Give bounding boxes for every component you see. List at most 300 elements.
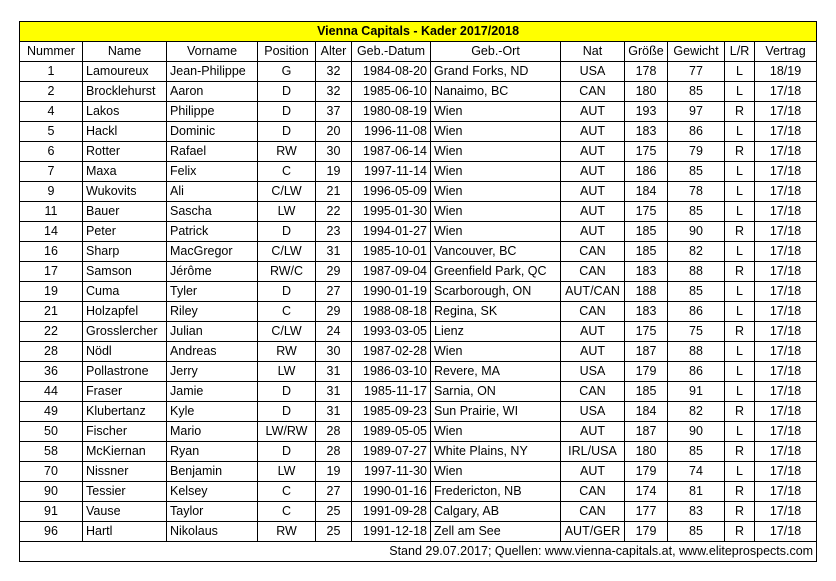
table-cell: L (725, 242, 755, 262)
table-cell: 22 (20, 322, 83, 342)
table-cell: C/LW (258, 182, 316, 202)
table-cell: 85 (668, 202, 725, 222)
table-cell: 183 (625, 302, 668, 322)
table-cell: 188 (625, 282, 668, 302)
table-cell: 19 (20, 282, 83, 302)
table-cell: 1996-05-09 (352, 182, 431, 202)
table-cell: Tessier (83, 482, 167, 502)
table-cell: R (725, 402, 755, 422)
table-cell: Samson (83, 262, 167, 282)
table-cell: 1985-10-01 (352, 242, 431, 262)
table-cell: Scarborough, ON (431, 282, 561, 302)
table-cell: 18/19 (755, 62, 817, 82)
table-row (20, 322, 817, 342)
table-cell: 29 (316, 302, 352, 322)
table-cell: AUT (561, 102, 625, 122)
table-cell: 1985-06-10 (352, 82, 431, 102)
table-cell: 17/18 (755, 182, 817, 202)
column-header-row (20, 42, 817, 62)
source-footnote: Stand 29.07.2017; Quellen: www.vienna-capitals.at, www.eliteprospects.com (20, 542, 817, 562)
table-cell: Philippe (167, 102, 258, 122)
table-cell: 174 (625, 482, 668, 502)
table-cell: 17/18 (755, 482, 817, 502)
column-header: Größe (625, 42, 668, 62)
table-cell: 1997-11-14 (352, 162, 431, 182)
table-cell: 1996-11-08 (352, 122, 431, 142)
table-cell: 86 (668, 362, 725, 382)
table-cell: 90 (668, 222, 725, 242)
roster-sheet (19, 21, 816, 562)
table-title: Vienna Capitals - Kader 2017/2018 (20, 22, 817, 42)
table-cell: Sharp (83, 242, 167, 262)
table-cell: R (725, 502, 755, 522)
table-cell: 178 (625, 62, 668, 82)
table-cell: RW/C (258, 262, 316, 282)
table-cell: White Plains, NY (431, 442, 561, 462)
table-cell: Tyler (167, 282, 258, 302)
table-cell: 88 (668, 262, 725, 282)
table-cell: D (258, 282, 316, 302)
table-cell: R (725, 102, 755, 122)
table-cell: 185 (625, 382, 668, 402)
table-row (20, 142, 817, 162)
table-cell: RW (258, 142, 316, 162)
table-cell: Cuma (83, 282, 167, 302)
table-cell: C/LW (258, 242, 316, 262)
table-cell: 29 (316, 262, 352, 282)
table-row (20, 262, 817, 282)
table-cell: L (725, 422, 755, 442)
table-cell: Hackl (83, 122, 167, 142)
table-cell: Kelsey (167, 482, 258, 502)
table-cell: AUT (561, 462, 625, 482)
table-cell: 23 (316, 222, 352, 242)
table-row (20, 122, 817, 142)
table-cell: 90 (668, 422, 725, 442)
table-cell: AUT/CAN (561, 282, 625, 302)
table-row (20, 302, 817, 322)
table-cell: AUT (561, 422, 625, 442)
table-row (20, 362, 817, 382)
table-cell: 17/18 (755, 282, 817, 302)
table-cell: Bauer (83, 202, 167, 222)
table-cell: 1991-09-28 (352, 502, 431, 522)
table-cell: 90 (20, 482, 83, 502)
table-cell: 5 (20, 122, 83, 142)
table-cell: L (725, 302, 755, 322)
table-row (20, 202, 817, 222)
table-row (20, 402, 817, 422)
table-cell: L (725, 362, 755, 382)
table-cell: Jamie (167, 382, 258, 402)
table-cell: Wien (431, 222, 561, 242)
table-cell: 17/18 (755, 382, 817, 402)
table-cell: 88 (668, 342, 725, 362)
table-cell: L (725, 462, 755, 482)
table-cell: Nanaimo, BC (431, 82, 561, 102)
table-cell: Mario (167, 422, 258, 442)
table-cell: C (258, 302, 316, 322)
table-cell: 58 (20, 442, 83, 462)
table-cell: Sascha (167, 202, 258, 222)
table-cell: Wien (431, 422, 561, 442)
table-cell: Fischer (83, 422, 167, 442)
table-cell: D (258, 122, 316, 142)
table-cell: 179 (625, 522, 668, 542)
table-row (20, 242, 817, 262)
table-cell: IRL/USA (561, 442, 625, 462)
table-cell: Rafael (167, 142, 258, 162)
table-cell: CAN (561, 262, 625, 282)
table-cell: AUT/GER (561, 522, 625, 542)
column-header: Nummer (20, 42, 83, 62)
table-cell: L (725, 162, 755, 182)
table-cell: L (725, 122, 755, 142)
table-cell: 17/18 (755, 202, 817, 222)
table-cell: 32 (316, 62, 352, 82)
table-cell: R (725, 322, 755, 342)
table-cell: 85 (668, 522, 725, 542)
table-cell: 78 (668, 182, 725, 202)
table-cell: USA (561, 62, 625, 82)
table-cell: 17/18 (755, 222, 817, 242)
table-row (20, 482, 817, 502)
table-cell: L (725, 182, 755, 202)
table-cell: 96 (20, 522, 83, 542)
table-cell: Sarnia, ON (431, 382, 561, 402)
table-cell: 14 (20, 222, 83, 242)
table-cell: 187 (625, 422, 668, 442)
table-cell: CAN (561, 82, 625, 102)
table-cell: R (725, 482, 755, 502)
table-cell: 11 (20, 202, 83, 222)
table-row (20, 422, 817, 442)
table-row (20, 222, 817, 242)
table-cell: Klubertanz (83, 402, 167, 422)
table-cell: R (725, 142, 755, 162)
table-cell: Wien (431, 162, 561, 182)
table-cell: Holzapfel (83, 302, 167, 322)
table-cell: 17/18 (755, 142, 817, 162)
table-cell: Sun Prairie, WI (431, 402, 561, 422)
column-header: L/R (725, 42, 755, 62)
table-cell: CAN (561, 382, 625, 402)
table-cell: 180 (625, 82, 668, 102)
table-cell: 17/18 (755, 82, 817, 102)
table-cell: AUT (561, 142, 625, 162)
column-header: Name (83, 42, 167, 62)
table-cell: 31 (316, 402, 352, 422)
column-header: Alter (316, 42, 352, 62)
table-cell: Hartl (83, 522, 167, 542)
table-cell: LW/RW (258, 422, 316, 442)
table-cell: Jerry (167, 362, 258, 382)
table-cell: 91 (668, 382, 725, 402)
table-row (20, 62, 817, 82)
table-cell: L (725, 342, 755, 362)
table-cell: Wien (431, 102, 561, 122)
table-cell: 91 (20, 502, 83, 522)
table-cell: 177 (625, 502, 668, 522)
column-header: Vorname (167, 42, 258, 62)
table-cell: 86 (668, 122, 725, 142)
table-cell: 1 (20, 62, 83, 82)
column-header: Position (258, 42, 316, 62)
table-cell: D (258, 402, 316, 422)
table-cell: Wien (431, 462, 561, 482)
table-cell: USA (561, 402, 625, 422)
table-cell: 17/18 (755, 162, 817, 182)
column-header: Geb.-Datum (352, 42, 431, 62)
table-cell: RW (258, 522, 316, 542)
table-cell: Julian (167, 322, 258, 342)
table-cell: Fraser (83, 382, 167, 402)
table-cell: 175 (625, 142, 668, 162)
table-cell: 2 (20, 82, 83, 102)
column-header: Geb.-Ort (431, 42, 561, 62)
table-cell: Felix (167, 162, 258, 182)
table-cell: Patrick (167, 222, 258, 242)
table-cell: 183 (625, 262, 668, 282)
table-cell: Rotter (83, 142, 167, 162)
table-cell: 27 (316, 482, 352, 502)
table-cell: 1987-09-04 (352, 262, 431, 282)
table-row (20, 442, 817, 462)
table-cell: 44 (20, 382, 83, 402)
table-cell: Greenfield Park, QC (431, 262, 561, 282)
table-cell: 86 (668, 302, 725, 322)
table-cell: 17/18 (755, 402, 817, 422)
column-header: Gewicht (668, 42, 725, 62)
table-cell: R (725, 442, 755, 462)
table-cell: 21 (20, 302, 83, 322)
table-cell: 21 (316, 182, 352, 202)
table-cell: D (258, 102, 316, 122)
table-cell: 9 (20, 182, 83, 202)
table-cell: Dominic (167, 122, 258, 142)
table-cell: Lienz (431, 322, 561, 342)
table-cell: L (725, 62, 755, 82)
table-cell: Regina, SK (431, 302, 561, 322)
table-cell: 31 (316, 382, 352, 402)
table-cell: D (258, 222, 316, 242)
table-cell: Grand Forks, ND (431, 62, 561, 82)
table-cell: CAN (561, 242, 625, 262)
table-cell: Wien (431, 142, 561, 162)
table-cell: 7 (20, 162, 83, 182)
table-cell: 85 (668, 162, 725, 182)
table-cell: 30 (316, 142, 352, 162)
table-cell: AUT (561, 182, 625, 202)
table-cell: Nissner (83, 462, 167, 482)
table-cell: 17/18 (755, 362, 817, 382)
table-cell: 185 (625, 222, 668, 242)
table-cell: Riley (167, 302, 258, 322)
table-cell: Pollastrone (83, 362, 167, 382)
table-cell: LW (258, 462, 316, 482)
table-row (20, 82, 817, 102)
table-cell: 1989-05-05 (352, 422, 431, 442)
table-cell: 1990-01-16 (352, 482, 431, 502)
table-cell: 17/18 (755, 122, 817, 142)
table-cell: Benjamin (167, 462, 258, 482)
table-cell: 36 (20, 362, 83, 382)
table-cell: Jean-Philippe (167, 62, 258, 82)
table-cell: 17 (20, 262, 83, 282)
table-cell: 1993-03-05 (352, 322, 431, 342)
table-cell: Nödl (83, 342, 167, 362)
table-cell: Jérôme (167, 262, 258, 282)
table-cell: 17/18 (755, 262, 817, 282)
table-row (20, 502, 817, 522)
table-cell: 19 (316, 162, 352, 182)
table-cell: Nikolaus (167, 522, 258, 542)
table-cell: 17/18 (755, 502, 817, 522)
table-cell: Wien (431, 342, 561, 362)
table-cell: 85 (668, 82, 725, 102)
table-cell: C/LW (258, 322, 316, 342)
table-cell: R (725, 222, 755, 242)
table-cell: Revere, MA (431, 362, 561, 382)
table-cell: Brocklehurst (83, 82, 167, 102)
table-cell: 49 (20, 402, 83, 422)
table-cell: 17/18 (755, 442, 817, 462)
table-cell: 6 (20, 142, 83, 162)
table-cell: 17/18 (755, 302, 817, 322)
table-cell: 83 (668, 502, 725, 522)
table-cell: 17/18 (755, 102, 817, 122)
table-cell: C (258, 502, 316, 522)
table-cell: 25 (316, 502, 352, 522)
table-cell: 175 (625, 202, 668, 222)
table-cell: Wien (431, 122, 561, 142)
table-cell: D (258, 82, 316, 102)
table-cell: USA (561, 362, 625, 382)
table-cell: Taylor (167, 502, 258, 522)
table-cell: CAN (561, 482, 625, 502)
table-cell: 19 (316, 462, 352, 482)
table-cell: Aaron (167, 82, 258, 102)
table-cell: LW (258, 362, 316, 382)
table-cell: 24 (316, 322, 352, 342)
table-cell: 179 (625, 362, 668, 382)
table-cell: 4 (20, 102, 83, 122)
table-cell: R (725, 262, 755, 282)
table-cell: 17/18 (755, 242, 817, 262)
table-row (20, 382, 817, 402)
table-cell: 85 (668, 442, 725, 462)
table-cell: AUT (561, 162, 625, 182)
table-cell: Kyle (167, 402, 258, 422)
table-cell: 193 (625, 102, 668, 122)
table-cell: Peter (83, 222, 167, 242)
table-cell: C (258, 482, 316, 502)
table-cell: L (725, 282, 755, 302)
table-cell: Lamoureux (83, 62, 167, 82)
table-cell: 37 (316, 102, 352, 122)
table-cell: 17/18 (755, 322, 817, 342)
table-cell: 184 (625, 182, 668, 202)
table-cell: Calgary, AB (431, 502, 561, 522)
table-cell: Vause (83, 502, 167, 522)
table-cell: Lakos (83, 102, 167, 122)
table-cell: 17/18 (755, 522, 817, 542)
table-row (20, 522, 817, 542)
table-cell: Wien (431, 202, 561, 222)
table-cell: 183 (625, 122, 668, 142)
table-cell: 17/18 (755, 462, 817, 482)
table-cell: Zell am See (431, 522, 561, 542)
table-cell: 74 (668, 462, 725, 482)
table-row (20, 162, 817, 182)
table-cell: Ryan (167, 442, 258, 462)
table-cell: 50 (20, 422, 83, 442)
table-cell: Fredericton, NB (431, 482, 561, 502)
table-cell: 184 (625, 402, 668, 422)
table-row (20, 102, 817, 122)
table-cell: 97 (668, 102, 725, 122)
table-cell: 1990-01-19 (352, 282, 431, 302)
table-cell: 25 (316, 522, 352, 542)
table-cell: CAN (561, 302, 625, 322)
roster-body (20, 62, 817, 542)
table-cell: 1988-08-18 (352, 302, 431, 322)
table-cell: L (725, 82, 755, 102)
table-cell: D (258, 442, 316, 462)
table-cell: Ali (167, 182, 258, 202)
table-cell: 186 (625, 162, 668, 182)
table-cell: 1989-07-27 (352, 442, 431, 462)
table-cell: 20 (316, 122, 352, 142)
table-cell: LW (258, 202, 316, 222)
table-cell: 28 (316, 422, 352, 442)
table-cell: 1995-01-30 (352, 202, 431, 222)
table-row (20, 462, 817, 482)
table-row (20, 282, 817, 302)
table-cell: 179 (625, 462, 668, 482)
table-cell: 28 (316, 442, 352, 462)
table-cell: 70 (20, 462, 83, 482)
table-cell: L (725, 202, 755, 222)
table-cell: 79 (668, 142, 725, 162)
table-cell: RW (258, 342, 316, 362)
table-cell: AUT (561, 222, 625, 242)
table-cell: McKiernan (83, 442, 167, 462)
column-header: Vertrag (755, 42, 817, 62)
table-cell: Vancouver, BC (431, 242, 561, 262)
table-cell: 1987-06-14 (352, 142, 431, 162)
table-cell: 17/18 (755, 422, 817, 442)
table-cell: 1985-11-17 (352, 382, 431, 402)
table-cell: 30 (316, 342, 352, 362)
table-cell: 28 (20, 342, 83, 362)
table-cell: 185 (625, 242, 668, 262)
table-cell: R (725, 522, 755, 542)
table-cell: 17/18 (755, 342, 817, 362)
table-cell: Andreas (167, 342, 258, 362)
table-cell: MacGregor (167, 242, 258, 262)
table-row (20, 342, 817, 362)
table-cell: 1987-02-28 (352, 342, 431, 362)
table-cell: 1994-01-27 (352, 222, 431, 242)
table-cell: 1985-09-23 (352, 402, 431, 422)
table-cell: 82 (668, 242, 725, 262)
table-cell: 75 (668, 322, 725, 342)
table-cell: D (258, 382, 316, 402)
table-cell: 22 (316, 202, 352, 222)
table-cell: AUT (561, 202, 625, 222)
table-cell: G (258, 62, 316, 82)
